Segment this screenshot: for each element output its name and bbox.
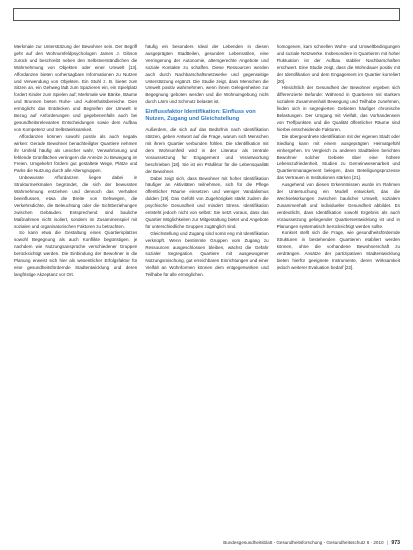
column-3 — [277, 44, 400, 530]
paragraph: So kann etwa die Gestaltung eines Quartiersplatzes sowohl Begegnung als auch Konflikte begünstigen, je nachdem wie Nutzungsansprüche verschiedener Gruppen berücksichtigt werden. Die Einbindung der Bewohner in die Planung erweist sich hier als wesentlicher Erfolgsfaktor für eine gesundheitsfördernde Stadtentwicklung und deren langfristige Akzeptanz vor Ort. — [14, 230, 138, 277]
journal-citation: Bundesgesundheitsblatt - Gesundheitsforschung - Gesundheitsschutz 6 · 2010 — [223, 540, 384, 545]
page-number: 973 — [391, 540, 400, 546]
column-1 — [14, 44, 137, 530]
paragraph: Ausgehend von diesen Erkenntnissen wurde im Rahmen der Untersuchung ein Modell entwickelt, das die Wechselwirkungen zwischen baulicher Umwelt, sozialem Zusammenhalt und individueller Gesundheit abbildet. Es verdeutlicht, dass Identifikation sowohl Ergebnis als auch Voraussetzung gelingender Quartiersentwicklung ist und in Planungen systematisch berücksichtigt werden sollte. — [276, 182, 400, 229]
section-heading: Einflussfaktor Identifikation: Einfluss von Nutzen, Zugang und Gleichstellung — [145, 109, 256, 123]
paragraph: Außerdem, die sich auf das Bedürfnis nach Identifikation stützen, geben Antwort auf die Frage, warum sich Menschen mit ihrem Quartier verbunden fühlen. Die Identifikation mit dem Wohnumfeld wird in der Literatur als zentrale Voraussetzung für Engagement und Verantwortung beschrieben [18]. Sie ist ein Prädiktor für die Lebensqualität der Bewohner. — [145, 127, 269, 174]
paragraph: Konkret stellt sich die Frage, wie gesundheitsfördernde Strukturen in bestehenden Quartieren etabliert werden können, ohne die vorhandene Bewohnerschaft zu verdrängen. Ansätze der partizipativen Stadtentwicklung bieten hierfür geeignete Instrumente, deren Wirksamkeit jedoch weiterer Evaluation bedarf [22]. — [276, 230, 400, 270]
footer-separator: | — [386, 540, 389, 545]
paragraph: Unbewusste Affordanzen liegen dabei in Strukturmerkmalen begründet, die sich der bewussten Wahrnehmung entziehen und dennoch das Verhalten beeinflussen, etwa die Breite von Gehwegen, die Verkehrsdichte, die Beleuchtung oder die Sichtbeziehungen zwischen Gebäuden. Entsprechend sind bauliche Maßnahmen nicht isoliert, sondern im Zusammenspiel mit sozialen und organisatorischen Faktoren zu betrachten. — [14, 175, 138, 229]
header-frame — [13, 8, 400, 21]
paragraph: Dabei zeigt sich, dass Bewohner mit hoher Identifikation häufiger an Aktivitäten teilnehmen, sich für die Pflege öffentlicher Räume einsetzen und weniger Vandalismus dulden [19]. Das Gefühl von Zugehörigkeit stärkt zudem die psychische Gesundheit und mindert Stress. Identifikation entsteht jedoch nicht von selbst: Sie setzt voraus, dass das Quartier Möglichkeiten zur Mitgestaltung bietet und Angebote für unterschiedliche Gruppen zugänglich sind. — [145, 175, 269, 229]
paragraph: Merkmale zur Unterstützung der Bewohner sein. Der Begriff geht auf den Wohnumfeldpsychologen James J. Gibson zurück und beschreibt neben den Selbstverständlichen die Wahrnehmung von Objekten oder einer Umwelt [13]. Affordanzen bieten vorhersagbare Informationen zu Nutzen und Verwendung von Objekten. Ein Stuhl z. B. bietet zum Sitzen an, ein Gehweg lädt zum Spazieren ein, ein Spielplatz fordert Kinder zum Spielen auf; Merkmale wie Bänke, Bäume und Brunnen bieten Ruhe- und Aufenthaltsbereiche. Dies ermöglicht das Entdecken und Begreifen der Umwelt in Bezug auf Anforderungen und gegebenenfalls auch bei gesundheitsrelevanten Entscheidungen sowie dem Aufbau von Kompetenz und Selbstwirksamkeit. — [14, 44, 138, 132]
paragraph: Die übergeordnete Identifikation mit der eigenen Stadt oder Siedlung kann mit einem ausgeprägten Heimatgefühl einhergehen. Im Vergleich zu anderen Stadtteilen berichten Bewohner solcher Gebiete über eine höhere Lebenszufriedenheit. Studien zu Gemeinwesenarbeit und Quartiersmanagement belegen, dass Beteiligungsprozesse das Vertrauen in Institutionen stärken [21]. — [276, 133, 400, 181]
paragraph: Gleichstellung und Zugang sind somit eng mit Identifikation verknüpft. Wenn bestimmte Gruppen vom Zugang zu Ressourcen ausgeschlossen bleiben, wächst die Gefahr sozialer Segregation. Quartiere mit ausgewogener Nutzungsmischung, gut erreichbaren Einrichtungen und einer Vielfalt an Wohnformen können dem entgegenwirken und Teilhabe für alle ermöglichen. — [145, 230, 269, 278]
paragraph: Affordanzen können sowohl positiv als auch negativ wirken: Gerade Bewohner benachteiligter Quartiere nehmen ihr Umfeld häufig als unsicher wahr, Verwahrlosung und fehlende Grünflächen verringern die Anreize zu Bewegung im Freien. Umgekehrt fördern gut gestaltete Wege, Plätze und Parks die Nutzung durch alle Altersgruppen. — [14, 133, 138, 174]
paragraph: homogenen, kam schnellen Wohn- und Umweltbedingungen und soziale Netzwerke. Insbesondere in Quartieren mit hoher Fluktuation ist der Aufbau stabiler Nachbarschaften erschwert. Eine Studie zeigt, dass die Wohndauer positiv mit der Identifikation und dem Engagement im Quartier korreliert [20]. — [276, 44, 400, 84]
page-footer — [150, 539, 400, 547]
article-body — [14, 44, 400, 530]
column-2 — [145, 44, 268, 530]
paragraph: häufig ein besonders Ideal der Lebenden in diesen ausgeprägten Stadtteilen, gesunden Lebensstilen, eine Verringerung der Autonomie, altersgerechte Angebote und soziale Kontakte zu schaffen. Diese Ressourcen werden auch durch Nachbarschaftsnetzwerke und gegenseitige Unterstützung ergänzt. Die Studie zeigt, dass Menschen die Umwelt positiv wahrnehmen, wenn ihnen Gelegenheiten zur Begegnung geboten werden und die Wohnumgebung nicht durch Lärm und Schmutz belastet ist. — [145, 44, 269, 105]
paragraph: Hinsichtlich der Gesundheit der Bewohner ergeben sich differenzierte Befunde: Während in Quartieren mit starkem sozialem Zusammenhalt Bewegung und Teilhabe zunehmen, finden sich in segregierten Gebieten häufiger chronische Belastungen. Der Umgang mit Vielfalt, das Vorhandensein von Treffpunkten und die Qualität öffentlicher Räume sind hierbei entscheidende Faktoren. — [276, 85, 400, 132]
